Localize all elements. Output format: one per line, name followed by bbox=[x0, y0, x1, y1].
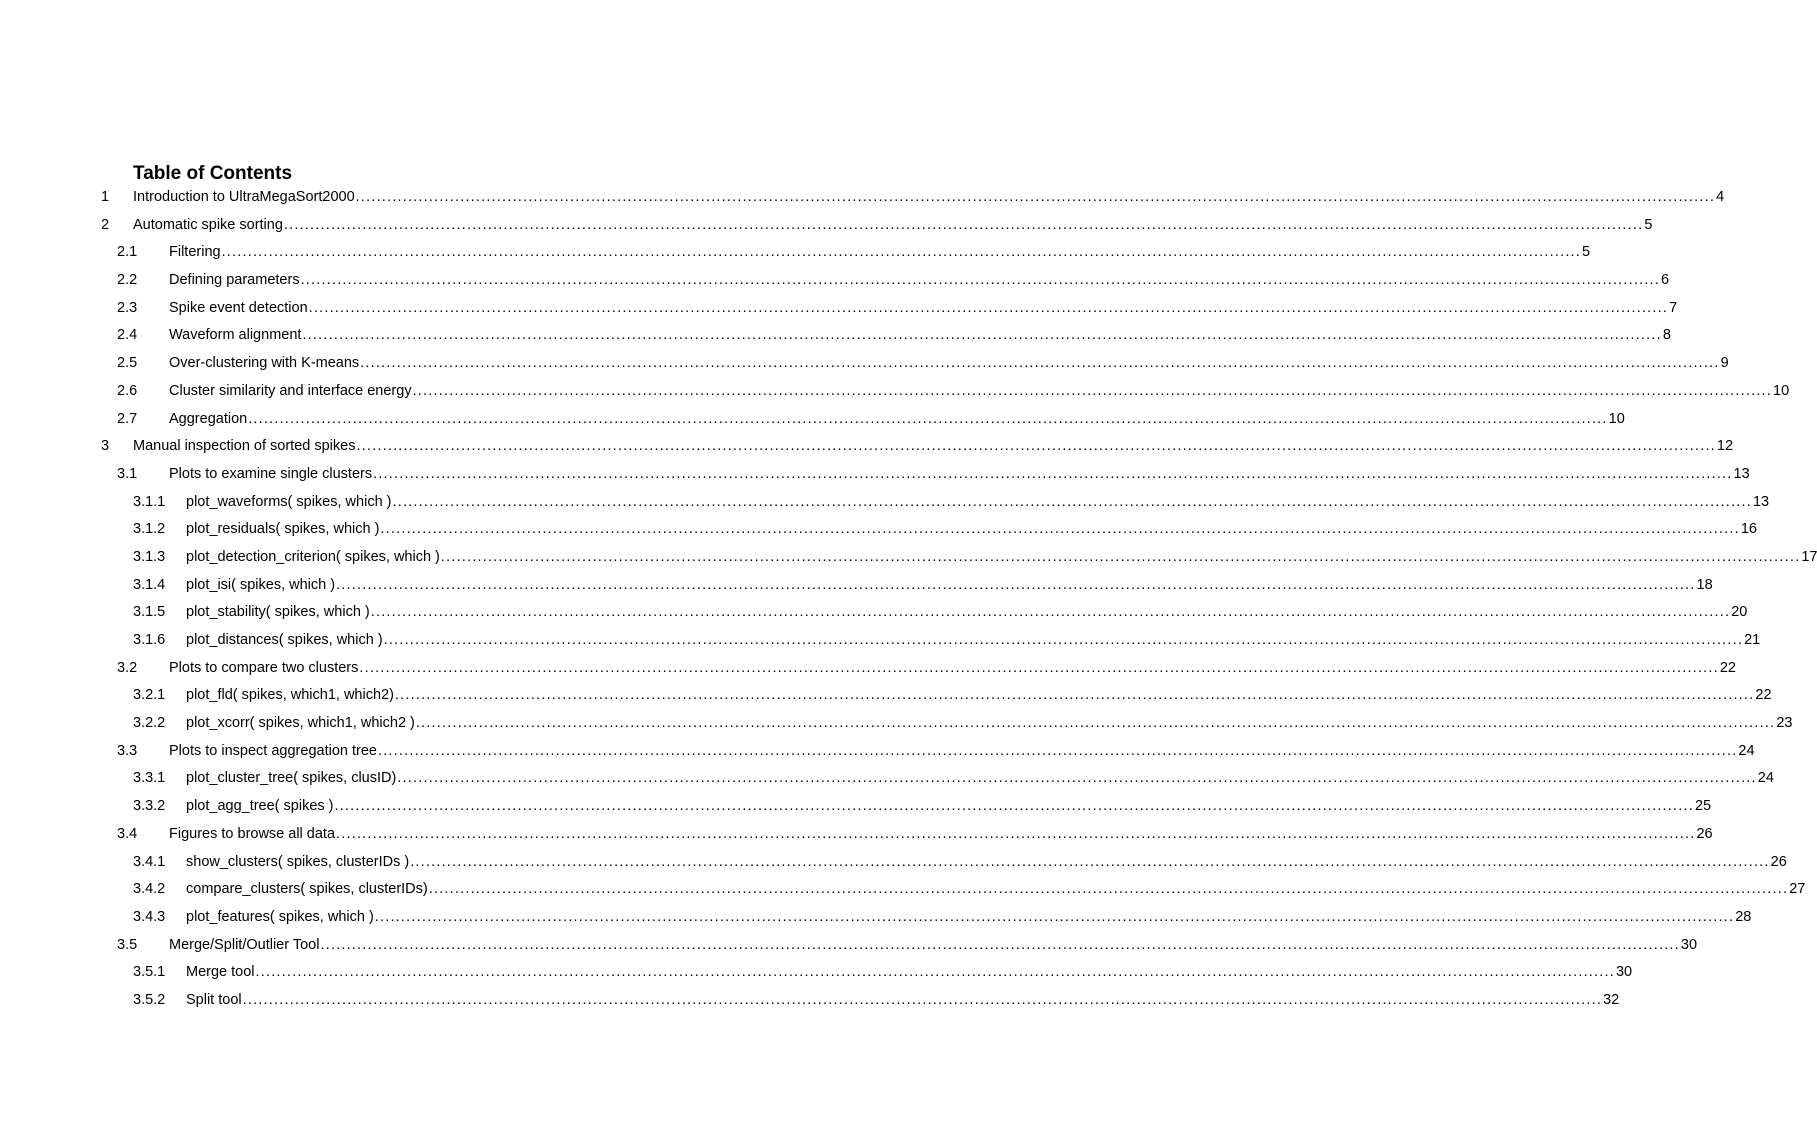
toc-entry[interactable] bbox=[0, 765, 1774, 793]
toc-entry-number: 3.3 bbox=[117, 742, 138, 759]
toc-entry-number: 2.5 bbox=[117, 355, 138, 372]
dot-leader: .................................................................................................................................................................................................................................................................... bbox=[370, 604, 1731, 621]
toc-entry-number: 3.1.5 bbox=[133, 604, 166, 621]
toc-entry-line bbox=[186, 682, 1772, 710]
toc-entry-page-number[interactable]: 10 bbox=[1608, 410, 1625, 427]
dot-leader: .................................................................................................................................................................................................................................................................... bbox=[320, 936, 1680, 953]
toc-heading: Table of Contents bbox=[133, 163, 293, 184]
toc-entry-line bbox=[169, 821, 1713, 849]
dot-leader: .................................................................................................................................................................................................................................................................... bbox=[410, 853, 1770, 870]
toc-entry[interactable] bbox=[0, 682, 1772, 710]
toc-entry-line bbox=[186, 572, 1713, 600]
toc-entry-number: 3.2 bbox=[117, 659, 138, 676]
toc-entry-title[interactable]: plot_fld( spikes, which1, which2) bbox=[186, 687, 394, 704]
toc-entry-page-number[interactable]: 30 bbox=[1680, 936, 1698, 953]
dot-leader: .................................................................................................................................................................................................................................................................... bbox=[221, 244, 1582, 261]
toc-entry-title[interactable]: Aggregation bbox=[169, 410, 248, 427]
toc-entry-page-number[interactable]: 32 bbox=[1603, 991, 1620, 1008]
toc-entry-title[interactable]: Waveform alignment bbox=[169, 327, 302, 344]
toc-entry-title[interactable]: plot_stability( spikes, which ) bbox=[186, 604, 370, 621]
toc-entry-page-number[interactable]: 16 bbox=[1740, 521, 1757, 538]
toc-entry[interactable] bbox=[0, 655, 1736, 683]
toc-entry-number: 2.6 bbox=[117, 382, 138, 399]
toc-entry-number: 3.3.2 bbox=[133, 798, 166, 815]
toc-entry-number: 3.1.4 bbox=[133, 576, 166, 593]
toc-entry[interactable] bbox=[0, 433, 1734, 461]
toc-entry[interactable] bbox=[0, 987, 1620, 1015]
dot-leader: .................................................................................................................................................................................................................................................................... bbox=[283, 216, 1644, 233]
toc-entry-line bbox=[133, 433, 1734, 461]
toc-entry-title[interactable]: plot_cluster_tree( spikes, clusID) bbox=[186, 770, 397, 787]
toc-entry-page-number[interactable]: 17 bbox=[1801, 548, 1817, 565]
toc-entry-line bbox=[169, 322, 1671, 350]
toc-entry-line bbox=[186, 765, 1774, 793]
toc-entry-title[interactable]: show_clusters( spikes, clusterIDs ) bbox=[186, 853, 410, 870]
toc-entry-title[interactable]: Defining parameters bbox=[169, 272, 300, 289]
toc-entry-line bbox=[186, 876, 1806, 904]
toc-entry-line bbox=[186, 489, 1770, 517]
toc-entry-line bbox=[169, 350, 1729, 378]
toc-entry-number: 3.2.2 bbox=[133, 715, 166, 732]
toc-entry[interactable] bbox=[0, 599, 1748, 627]
toc-entry-line bbox=[169, 406, 1625, 434]
toc-entry-page-number[interactable]: 13 bbox=[1752, 493, 1770, 510]
toc-entry-title[interactable]: plot_waveforms( spikes, which ) bbox=[186, 493, 392, 510]
dot-leader: .................................................................................................................................................................................................................................................................... bbox=[380, 521, 1740, 538]
toc-entry-number: 3 bbox=[101, 438, 110, 455]
toc-entry-page-number[interactable]: 23 bbox=[1776, 715, 1793, 732]
dot-leader: .................................................................................................................................................................................................................................................................... bbox=[394, 687, 1755, 704]
toc-entry[interactable] bbox=[0, 710, 1793, 738]
toc-entry-line bbox=[169, 932, 1698, 960]
toc-entry[interactable] bbox=[0, 184, 1725, 212]
toc-entry-number: 3.4.1 bbox=[133, 853, 166, 870]
toc-entry-title[interactable]: Plots to examine single clusters bbox=[169, 465, 373, 482]
dot-leader: .................................................................................................................................................................................................................................................................... bbox=[336, 825, 1696, 842]
toc-entry-line bbox=[169, 738, 1755, 766]
toc-entry-line bbox=[133, 212, 1653, 240]
toc-entry-number: 2.1 bbox=[117, 244, 138, 261]
toc-entry-number: 2.4 bbox=[117, 327, 138, 344]
toc-entry-title[interactable]: Plots to inspect aggregation tree bbox=[169, 742, 377, 759]
toc-entry-number: 1 bbox=[101, 189, 110, 205]
toc-entry-page-number[interactable]: 5 bbox=[1582, 244, 1591, 261]
dot-leader: .................................................................................................................................................................................................................................................................... bbox=[415, 715, 1776, 732]
dot-leader: .................................................................................................................................................................................................................................................................... bbox=[300, 272, 1661, 289]
toc-entry-line bbox=[169, 239, 1591, 267]
toc-entry-page-number[interactable]: 22 bbox=[1719, 659, 1736, 676]
toc-entry-number: 3.5 bbox=[117, 936, 138, 953]
toc-entry-title[interactable]: Figures to browse all data bbox=[169, 825, 336, 842]
toc-entry-page-number[interactable]: 28 bbox=[1735, 908, 1752, 925]
toc-entry-title[interactable]: Spike event detection bbox=[169, 299, 308, 316]
toc-entry-page-number[interactable]: 20 bbox=[1731, 604, 1748, 621]
dot-leader: .................................................................................................................................................................................................................................................................... bbox=[255, 964, 1615, 981]
toc-entry-page-number[interactable]: 5 bbox=[1644, 216, 1653, 233]
toc-entry-line bbox=[133, 184, 1725, 212]
toc-entry-title[interactable]: plot_distances( spikes, which ) bbox=[186, 632, 383, 648]
toc-entry-page-number[interactable]: 26 bbox=[1770, 853, 1787, 870]
toc-entry-number: 3.5.2 bbox=[133, 991, 166, 1008]
toc-entry[interactable] bbox=[0, 627, 1761, 655]
toc-entry-page-number[interactable]: 12 bbox=[1716, 438, 1734, 455]
dot-leader: .................................................................................................................................................................................................................................................................... bbox=[412, 382, 1773, 399]
toc-entry-title[interactable]: Automatic spike sorting bbox=[133, 216, 283, 233]
toc-entry-number: 3.3.1 bbox=[133, 770, 166, 787]
toc-entry-line bbox=[186, 793, 1712, 821]
dot-leader: .................................................................................................................................................................................................................................................................... bbox=[242, 991, 1603, 1008]
dot-leader: .................................................................................................................................................................................................................................................................... bbox=[392, 493, 1752, 510]
toc-entry[interactable] bbox=[0, 932, 1698, 960]
toc-entry-page-number[interactable]: 21 bbox=[1744, 632, 1761, 648]
toc-entry[interactable] bbox=[0, 406, 1625, 434]
toc-entry[interactable] bbox=[0, 738, 1755, 766]
toc-entry-number: 3.1.2 bbox=[133, 521, 166, 538]
dot-leader: .................................................................................................................................................................................................................................................................... bbox=[302, 327, 1662, 344]
toc-entry-title[interactable]: plot_xcorr( spikes, which1, which2 ) bbox=[186, 715, 415, 732]
toc-entry[interactable] bbox=[0, 572, 1713, 600]
toc-entry[interactable] bbox=[0, 959, 1633, 987]
toc-entry-page-number[interactable]: 26 bbox=[1696, 825, 1713, 842]
toc-entry-number: 2.3 bbox=[117, 299, 138, 316]
toc-entry-line bbox=[186, 959, 1633, 987]
toc-entry-title[interactable]: Introduction to UltraMegaSort2000 bbox=[133, 189, 355, 205]
dot-leader: .................................................................................................................................................................................................................................................................... bbox=[428, 881, 1789, 898]
toc-entry-line bbox=[186, 849, 1787, 877]
toc-entry-number: 3.1.3 bbox=[133, 548, 166, 565]
toc-entry-page-number[interactable]: 25 bbox=[1694, 798, 1712, 815]
toc-entry[interactable] bbox=[0, 239, 1591, 267]
toc-entry-page-number[interactable]: 24 bbox=[1738, 742, 1755, 759]
toc-entry[interactable] bbox=[0, 821, 1713, 849]
toc-entry[interactable] bbox=[0, 295, 1678, 323]
toc-entry-title[interactable]: Plots to compare two clusters bbox=[169, 659, 359, 676]
toc-entry-title[interactable]: Manual inspection of sorted spikes bbox=[133, 438, 356, 455]
toc-entry-title[interactable]: Merge/Split/Outlier Tool bbox=[169, 936, 320, 953]
toc-entry-line bbox=[169, 378, 1790, 406]
toc-entry-line bbox=[169, 461, 1750, 489]
toc-entry-line bbox=[186, 516, 1757, 544]
toc-entry-page-number[interactable]: 24 bbox=[1757, 770, 1774, 787]
toc-entry-page-number[interactable]: 27 bbox=[1789, 881, 1806, 898]
toc-entry-number: 3.1.6 bbox=[133, 632, 166, 648]
toc-entry-page-number[interactable]: 9 bbox=[1720, 355, 1729, 372]
toc-entry-line bbox=[186, 904, 1752, 932]
dot-leader: .................................................................................................................................................................................................................................................................... bbox=[360, 355, 1720, 372]
toc-entry-line bbox=[186, 987, 1620, 1015]
toc-entry-page-number[interactable]: 4 bbox=[1716, 189, 1725, 205]
dot-leader: .................................................................................................................................................................................................................................................................... bbox=[334, 798, 1694, 815]
toc-entry-number: 3.2.1 bbox=[133, 687, 166, 704]
toc-entry-number: 2.7 bbox=[117, 410, 138, 427]
toc-entry-title[interactable]: Over-clustering with K-means bbox=[169, 355, 360, 372]
dot-leader: .................................................................................................................................................................................................................................................................... bbox=[248, 410, 1608, 427]
toc-entry-line bbox=[186, 599, 1748, 627]
toc-entry-title[interactable]: plot_features( spikes, which ) bbox=[186, 908, 374, 925]
toc-entry-number: 2.2 bbox=[117, 272, 138, 289]
toc-entry-line bbox=[186, 627, 1761, 655]
toc-entry-title[interactable]: compare_clusters( spikes, clusterIDs) bbox=[186, 881, 428, 898]
toc-entry-title[interactable]: plot_isi( spikes, which ) bbox=[186, 576, 336, 593]
toc-entry-title[interactable]: plot_detection_criterion( spikes, which ) bbox=[186, 548, 440, 565]
toc-entry-number: 3.4 bbox=[117, 825, 138, 842]
dot-leader: .................................................................................................................................................................................................................................................................... bbox=[440, 548, 1801, 565]
toc-entry-title[interactable]: Cluster similarity and interface energy bbox=[169, 382, 412, 399]
dot-leader: .................................................................................................................................................................................................................................................................... bbox=[383, 632, 1744, 648]
toc-entry-line bbox=[186, 544, 1817, 572]
toc-entry-line bbox=[169, 295, 1678, 323]
toc-list bbox=[0, 184, 1817, 1015]
dot-leader: .................................................................................................................................................................................................................................................................... bbox=[359, 659, 1719, 676]
toc-entry-title[interactable]: Filtering bbox=[169, 244, 221, 261]
dot-leader: .................................................................................................................................................................................................................................................................... bbox=[374, 908, 1735, 925]
toc-entry-number: 3.1.1 bbox=[133, 493, 166, 510]
dot-leader: .................................................................................................................................................................................................................................................................... bbox=[397, 770, 1757, 787]
dot-leader: .................................................................................................................................................................................................................................................................... bbox=[336, 576, 1696, 593]
toc-entry-number: 3.4.2 bbox=[133, 881, 166, 898]
toc-entry-page-number[interactable]: 6 bbox=[1661, 272, 1670, 289]
toc-entry[interactable] bbox=[0, 516, 1757, 544]
toc-entry-number: 3.5.1 bbox=[133, 964, 166, 981]
dot-leader: .................................................................................................................................................................................................................................................................... bbox=[373, 465, 1733, 482]
toc-entry[interactable] bbox=[0, 544, 1817, 572]
toc-entry-title[interactable]: plot_residuals( spikes, which ) bbox=[186, 521, 380, 538]
toc-entry-number: 3.4.3 bbox=[133, 908, 166, 925]
toc-entry-page-number[interactable]: 22 bbox=[1755, 687, 1772, 704]
toc-entry[interactable] bbox=[0, 267, 1670, 295]
dot-leader: .................................................................................................................................................................................................................................................................... bbox=[308, 299, 1669, 316]
toc-entry-page-number[interactable]: 10 bbox=[1773, 382, 1790, 399]
toc-entry[interactable] bbox=[0, 378, 1790, 406]
toc-entry-page-number[interactable]: 7 bbox=[1669, 299, 1678, 316]
dot-leader: .................................................................................................................................................................................................................................................................... bbox=[356, 438, 1716, 455]
toc-entry-number: 2 bbox=[101, 216, 110, 233]
toc-entry-page-number[interactable]: 13 bbox=[1733, 465, 1750, 482]
toc-entry-line bbox=[186, 710, 1793, 738]
toc-entry[interactable] bbox=[0, 489, 1770, 517]
toc-entry[interactable] bbox=[0, 793, 1712, 821]
toc-entry[interactable] bbox=[0, 212, 1653, 240]
toc-entry-number: 3.1 bbox=[117, 465, 138, 482]
toc-entry-page-number[interactable]: 8 bbox=[1662, 327, 1671, 344]
toc-entry-line bbox=[169, 655, 1736, 683]
dot-leader: .................................................................................................................................................................................................................................................................... bbox=[355, 189, 1716, 205]
toc-entry[interactable] bbox=[0, 904, 1752, 932]
toc-entry-title[interactable]: plot_agg_tree( spikes ) bbox=[186, 798, 334, 815]
toc-entry-title[interactable]: Split tool bbox=[186, 991, 242, 1008]
toc-entry-page-number[interactable]: 18 bbox=[1696, 576, 1713, 593]
toc-entry-page-number[interactable]: 30 bbox=[1615, 964, 1633, 981]
toc-entry-title[interactable]: Merge tool bbox=[186, 964, 255, 981]
toc-entry[interactable] bbox=[0, 461, 1750, 489]
dot-leader: .................................................................................................................................................................................................................................................................... bbox=[377, 742, 1738, 759]
toc-entry[interactable] bbox=[0, 876, 1806, 904]
toc-entry[interactable] bbox=[0, 350, 1729, 378]
toc-entry[interactable] bbox=[0, 322, 1671, 350]
toc-entry-line bbox=[169, 267, 1670, 295]
toc-entry[interactable] bbox=[0, 849, 1787, 877]
